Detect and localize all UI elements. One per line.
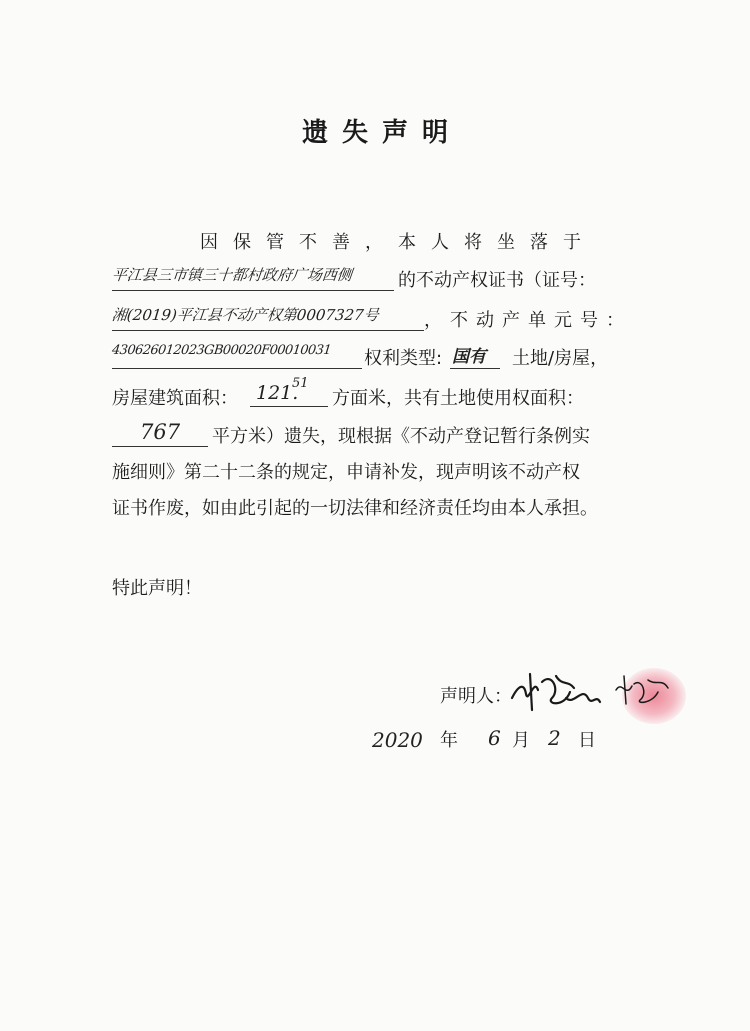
closing-text: 特此声明！ <box>112 578 202 599</box>
land-area-underline <box>112 446 208 447</box>
sqm-label: 方面米，共有土地使用权面积： <box>332 388 584 409</box>
date-month: 6 <box>488 726 501 750</box>
building-area-decimal: 51 <box>292 376 309 391</box>
signature-1 <box>0 0 1 1</box>
building-area-underline <box>250 406 328 407</box>
date-day: 2 <box>548 726 561 750</box>
body-line-8: 证书作废，如由此引起的一切法律和经济责任均由本人承担。 <box>112 498 598 519</box>
date-month-label: 月 <box>512 730 530 751</box>
handwritten-location: 平江县三市镇三十都村政府广场西侧 <box>111 266 353 284</box>
handwritten-cert-number: 湘(2019)平江县不动产权第0007327号 <box>111 306 380 324</box>
body-line-7: 施细则》第二十二条的规定，申请补发，现声明该不动产权 <box>112 462 580 483</box>
date-year-label: 年 <box>440 730 458 751</box>
cert-label: 的不动产权证书（证号： <box>398 270 596 291</box>
land-area-value: 767 <box>140 420 181 444</box>
page-title: 遗失声明 <box>301 118 462 148</box>
intro-text: 因保管不善，本人将坐落于 <box>200 232 596 253</box>
location-underline <box>112 290 394 291</box>
signature <box>508 668 678 716</box>
unit-label: ，不动产单元号： <box>424 310 632 331</box>
unit-number-underline <box>112 368 362 369</box>
building-area-label: 房屋建筑面积： <box>112 388 238 409</box>
body-line-6: 平方米）遗失，现根据《不动产登记暂行条例实 <box>212 426 590 447</box>
date-year: 2020 <box>372 728 423 752</box>
date-day-label: 日 <box>578 730 596 751</box>
building-area-integer: 121. <box>256 382 299 404</box>
handwritten-unit-number: 430626012023GB00020F00010031 <box>111 343 332 358</box>
right-type-underline <box>450 368 500 369</box>
declarant-label: 声明人： <box>440 686 512 707</box>
land-house-label: 土地/房屋， <box>512 348 609 369</box>
right-type-label: 权利类型: <box>364 348 443 369</box>
cert-number-underline <box>112 330 424 331</box>
handwritten-right-type: 国有 <box>452 347 486 367</box>
signature-2 <box>0 0 1 1</box>
